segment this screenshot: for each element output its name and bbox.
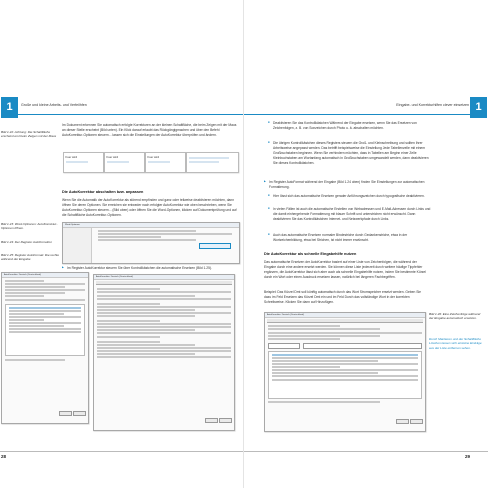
bullet-bindestriche: ■ Auch das automatische Ersetzen normaler Bindestriche durch Gedankenstriche, etwa in der Wortzeichenbildung, etwa bei Strichen, ist nicht immer erwünscht. (268, 233, 431, 243)
bullet-anfuehrungszeichen: ■ Hier lösst sich das automatische Ersetzen gerader Anführungszeichen durch typografische deaktivieren. (268, 194, 431, 199)
paragraph-autokorrektur-abschalten: Wenn Sie die Automatik der AutoKorrektur als störend empfinden und ganz oder teilweise deaktivieren möchten, dann öffnen Sie deren Optionen. Sie erreichen sie entweder nach erfolgter AutoKorrektur wie oben beschrieben, wenn Sie AutoKorrektur-Optionen steuern... (Bild oben) oder öffnen Sie die Word-Optionen, klicken auf Dokumentprüfung und auf die Schaltfläche AutoKorrektur-Optionen. (62, 198, 237, 217)
header-rule (18, 114, 244, 115)
bullet-wahrend-eingabe: ■ Deaktivieren Sie das Kontrollkästchen Während der Eingabe ersetzen, wenn Sie das Ersetzen von Zeichenfolgen, z. B. von Sonzeichen durch Photo u. ä. abschalten möchten. (268, 121, 431, 131)
running-header-right: Eingabe- und Korrekturhilfen clever einsetzen (396, 103, 469, 107)
screenshot-step-2 (104, 152, 145, 173)
caption-1-23: Bild 1.23: Word-Optionen: AutoKorrektur-Optionen öffnen. (1, 222, 58, 231)
screenshot-step-4 (186, 152, 239, 173)
dialog-title: AutoKorrektur: Deutsch (Deutschland) (2, 273, 88, 278)
screenshot-step-3 (145, 152, 186, 173)
dialog-title: AutoKorrektur: Deutsch (Deutschland) (94, 275, 234, 280)
screenshot-autokorrektur-ersetzen (264, 312, 426, 432)
dialog-title: AutoKorrektur: Deutsch (Deutschland) (265, 313, 425, 318)
paragraph-eingabehilfe: Das automatische Ersetzen der AutoKorrektur basiert auf einer Liste von Zeichenfolgen, die während der Eingabe durch eine andere ersetzt werden. Sie können diese Liste jederzeit durch weitere häufige Tippfehler ergänzen, die AutoKorrektur lässt sich aber auch als schnelle Eingabehilfe nutzen, indem Sie bestimmte Kürzel durch ein Wort oder einen Ausdruck ersetzen lassen, natürlich bei längeren Fachbegriffen. (264, 260, 427, 279)
instruction-register-autokorrektur: ▶ Im Register AutoKorrektur steuern Sie über Kontrollkästchen die automatische Ersetzen (Bild 1.25). (62, 266, 242, 271)
dialog-title: Word-Optionen (63, 223, 239, 228)
header-rule (244, 114, 470, 115)
instruction-register-autoformat: ▶ Im Register AutoFormat während der Eingabe (Bild 1.24 oben) finden Sie Einstellungen zur automatischen Formatierung. (264, 180, 431, 190)
right-page (244, 0, 488, 488)
page-number-left: 28 (1, 454, 7, 459)
caption-1-22: Bild 1.22: Achtung: Die Schaltfläche erscheint erst beim Zeigen mit der Maus (1, 130, 57, 139)
page-number-right: 29 (464, 454, 470, 459)
screenshot-word-options (62, 222, 240, 264)
chapter-number-box: 1 (1, 97, 18, 118)
running-header-left: Große und kleine Arbeits- und Verfeilhfen (21, 103, 87, 107)
caption-1-26: Bild 1.26: Eine Zeichenfolge während der Eingabe automatisch ersetzen. (429, 312, 481, 321)
paragraph-beispiel: Beispiel: Das Kürzel Dmt soll künftig automatisch durch das Wort Stromspeicher ersetzt werden. Geben Sie dazu im Feld Ersetzen das Kürzel Dmt ein und im Feld Durch das vollständige Wort in der korrekten Schreibweise. Klicken Sie dann auf Hinzufügen. (264, 290, 421, 304)
section-heading-left: Die AutoKorrektur abschalten bzw. anpassen (62, 190, 144, 194)
screenshot-autokorrektur-dialog-1 (1, 272, 89, 424)
bullet-internetpfade: ■ In vielen Fällen ist auch die automatische Erstellen von Webadressen und E-Mail-Adressen durch Links und die damit einhergehende Formatierung mit blauer Schrift und unterstrichen nicht erwünscht. Dann deaktivieren Sie das Kontrollkästchen Internet- und Netzwerkpfade durch Links. (268, 207, 431, 222)
bullet-gross-kleinschreibung: ■ Die übrigen Kontrollkästchen dieses Registers steuern die Groß- und Kleinschreibung und sollten Ihrer Arbeitsweise angepasst werden. Das betrifft beispielsweise die Einstellung Jede Tabellenzelle mit einem Großbuchstaben beginnen. Wenn Sie verhindern möchten, dass in Tabellen am Beginn einer Zelle Kleinbuchstaben am Wortanfang automatisch in Großbuchstaben umgewandelt werden, dann deaktivieren Sie dieses Kontrollkästchen. (268, 141, 431, 166)
caption-1-24: Bild 1.24: Der Register AutoKorrektur (1, 240, 52, 244)
caption-1-25: Bild 1.25: Register AutoFormat: Die rechte während der Eingabe (1, 253, 60, 262)
screenshot-step-1 (63, 152, 104, 173)
section-heading-right: Die AutoKorrektur als schnelle Eingabehilfe nutzen (264, 252, 357, 256)
screenshot-label: Fuer wird (147, 154, 160, 159)
intro-paragraph: Im Dokument erkennen Sie automatisch erfolgte Korrekturen an der kleinen Schaltfläche, die beim Zeigen mit der Maus an dieser Stelle erscheint (Bild unten). Ein Klick darauf erlaubt das Rückgängigmachen und über den Befehl AutoKorrektur-Optionen steuern... lassen sich die Einstellungen der AutoKorrektur überprüfen und ändern. (62, 123, 237, 137)
chapter-number-box: 1 (470, 97, 487, 118)
screenshot-label: Fuer wird (106, 154, 119, 159)
screenshot-label: Fuer wird (65, 154, 78, 159)
tip-note: Durch Markieren und der Schaltfläche Löschen lassen sich einzelne Einträge aus der Liste entfernen sehen. (429, 337, 482, 350)
screenshot-autokorrektur-dialog-2 (93, 274, 235, 431)
